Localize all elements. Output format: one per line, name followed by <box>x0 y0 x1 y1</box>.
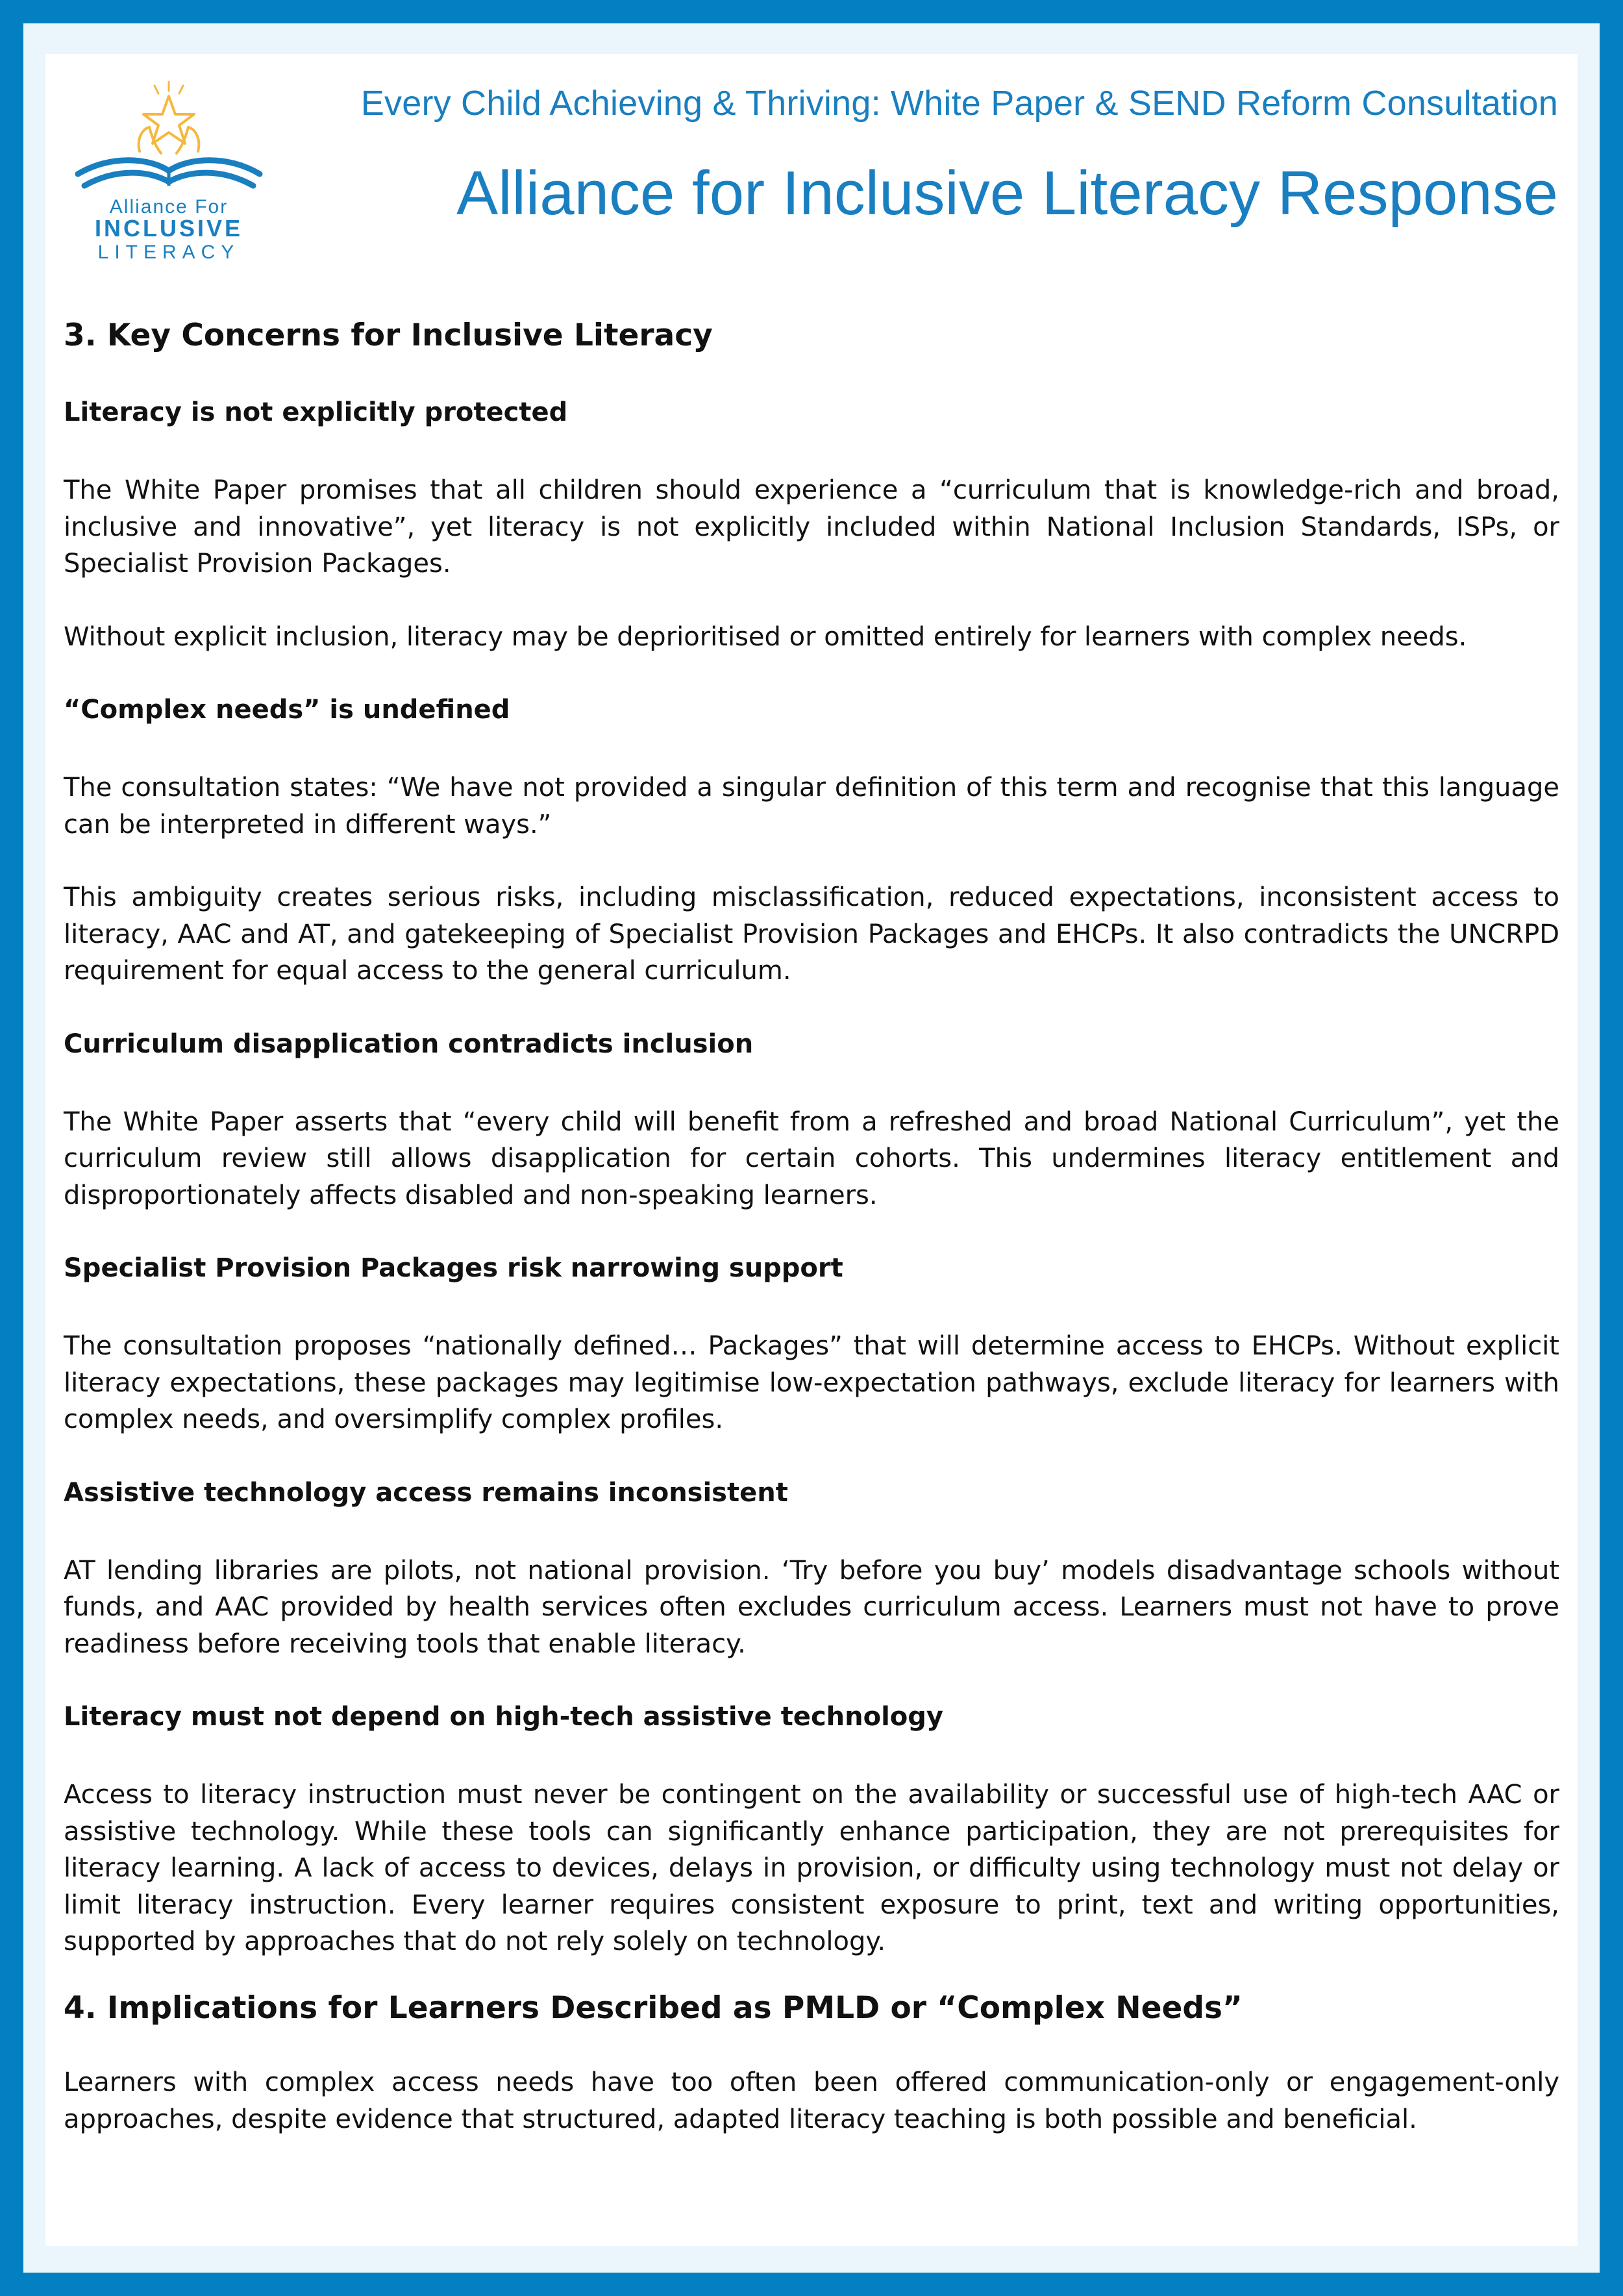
header-subtitle: Every Child Achieving & Thriving: White Paper & SEND Reform Consultation <box>360 84 1558 123</box>
logo-text-line-2: INCLUSIVE <box>94 215 243 242</box>
header-title: Alliance for Inclusive Literacy Response <box>456 158 1558 228</box>
document-page <box>45 54 1578 2246</box>
logo-text-line-3: LITERACY <box>97 242 240 263</box>
section-4-heading: 4. Implications for Learners Described as PMLD or “Complex Needs” <box>64 1990 1243 2026</box>
logo-text-line-1: Alliance For <box>109 196 229 218</box>
paragraph: AT lending libraries are pilots, not national provision. ‘Try before you buy’ models disadvantage schools without funds, and AAC provided by health services often excludes curriculum access. Learners must not have to prove readiness before receiving tools that enable literacy. <box>64 1555 1559 1659</box>
paragraph: Access to literacy instruction must never be contingent on the availability or successful use of high-tech AAC or assistive technology. While these tools can significantly enhance participation, they are not prerequisites for literacy learning. A lack of access to devices, delays in provision, or difficulty using technology must not delay or limit literacy instruction. Every learner requires consistent exposure to print, text and writing opportunities, supported by approaches that do not rely solely on technology. <box>64 1780 1559 1957</box>
subsection-heading: Curriculum disapplication contradicts inclusion <box>64 1029 754 1059</box>
paragraph: This ambiguity creates serious risks, including misclassification, reduced expectations, inconsistent access to literacy, AAC and AT, and gatekeeping of Specialist Provision Packages and EHCPs. It also contradicts the UNCRPD requirement for equal access to the general curriculum. <box>64 882 1559 986</box>
paragraph: The White Paper asserts that “every child will benefit from a refreshed and broad National Curriculum”, yet the curriculum review still allows disapplication for certain cohorts. This undermines literacy entitlement and disproportionately affects disabled and non-speaking learners. <box>64 1106 1559 1210</box>
section-3-heading: 3. Key Concerns for Inclusive Literacy <box>64 318 713 353</box>
subsection-heading: Assistive technology access remains inconsistent <box>64 1477 788 1508</box>
subsection-heading: “Complex needs” is undefined <box>64 695 510 725</box>
paragraph: Without explicit inclusion, literacy may be deprioritised or omitted entirely for learners with complex needs. <box>64 621 1467 652</box>
paragraph: The White Paper promises that all children should experience a “curriculum that is knowledge-rich and broad, inclusive and innovative”, yet literacy is not explicitly included within National Inclusion Standards, ISPs, or Specialist Provision Packages. <box>64 475 1559 579</box>
subsection-heading: Literacy is not explicitly protected <box>64 397 568 428</box>
paragraph: Learners with complex access needs have too often been offered communication-only or engagement-only approaches, despite evidence that structured, adapted literacy teaching is both possible and beneficial. <box>64 2067 1559 2134</box>
document-content <box>64 318 1559 2138</box>
paragraph: The consultation states: “We have not provided a singular definition of this term and recognise that this language can be interpreted in different ways.” <box>64 773 1559 840</box>
subsection-heading: Specialist Provision Packages risk narrowing support <box>64 1253 843 1284</box>
subsection-heading: Literacy must not depend on high-tech assistive technology <box>64 1702 943 1732</box>
paragraph: The consultation proposes “nationally defined… Packages” that will determine access to EHCPs. Without explicit literacy expectations, these packages may legitimise low-expectation pathways, exclude literacy for learners with complex needs, and oversimplify complex profiles. <box>64 1331 1559 1435</box>
alliance-logo <box>71 77 266 265</box>
